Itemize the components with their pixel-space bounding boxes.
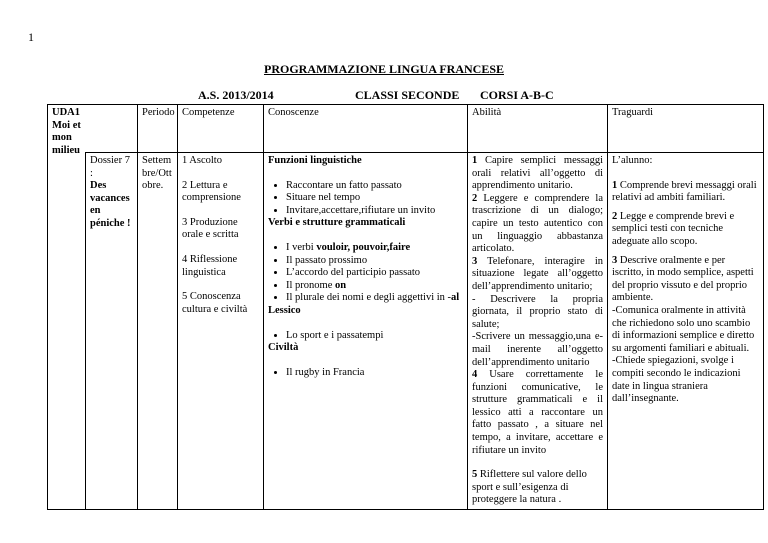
goals-intro: L’alunno: [612,155,653,166]
programme-table [47,104,764,510]
list-item: • I verbi vouloir, pouvoir,faire [286,242,463,255]
dossier-header-cell [86,105,138,153]
courses-label: CORSI A-B-C [480,88,554,102]
ability-2: 2 Leggere e comprendere la trascrizione di un dialogo; capire un testo autentico con un linguaggio abbastanza articolato. [472,192,603,255]
goal-3: 3 Descrive oralmente e per iscritto, in modo semplice, aspetti del proprio vissuto e del proprio ambiente. [612,254,754,304]
list-item: • Invitare,accettare,rifiutare un invito [286,205,463,218]
dossier-label: Dossier 7 : [90,155,130,179]
header-row [48,105,764,153]
ability-5: 5 Riflettere sul valore dello sport e sull’esigenza di proteggere la natura . [472,469,587,506]
competence-2: 2 Lettura e comprensione [182,179,241,204]
goals-header: Traguardi [608,105,764,153]
lexicon-list [268,330,463,343]
period-cell [138,153,178,510]
period-header: Periodo [138,105,178,153]
competence-4: 4 Riflessione linguistica [182,253,238,278]
abilities-cell [468,153,608,510]
verbs-title: Verbi e strutture grammaticali [268,217,406,229]
grammar-list [268,242,463,305]
goal-3c: -Chiede spiegazioni, svolge i compiti secondo le indicazioni date in lingua straniera dall’insegnante. [612,355,741,405]
civilization-title: Civiltà [268,342,299,354]
competence-3: 3 Produzione orale e scritta [182,216,239,241]
civilization-list [268,367,463,380]
goal-2: 2 Legge e comprende brevi e semplici testi con tecniche adeguate allo scopo. [612,210,735,247]
functions-title: Funzioni linguistiche [268,155,362,166]
ability-3c: -Scrivere un messaggio,una e-mail inerente all’oggetto dell’apprendimento unitario [472,331,603,368]
page-number: 1 [28,30,34,44]
goal-1: 1 Comprende brevi messaggi orali relativi ad ambiti familiari. [612,179,757,204]
uda-cell: UDA1 Moi et mon milieu [48,105,86,510]
content-row [48,153,764,510]
list-item: • Raccontare un fatto passato [286,180,463,193]
lexicon-title: Lessico [268,304,301,316]
ability-1: 1 Capire semplici messaggi orali relativi all’oggetto di apprendimento unitario. [472,155,603,192]
competence-5: 5 Conoscenza cultura e civiltà [182,291,248,315]
classes-label: CLASSI SECONDE [355,88,460,102]
knowledge-header: Conoscenze [264,105,468,153]
functions-list [268,180,463,218]
list-item: • L’accordo del participio passato [286,267,463,280]
list-item: • Situare nel tempo [286,192,463,205]
ability-4: 4 Usare correttamente le funzioni comunicative, le strutture grammaticali e il lessico atti a raccontare un fatto passato , a situare nel tempo, a invitare, accettare e rifiutare un invito [472,369,604,456]
document-title: PROGRAMMAZIONE LINGUA FRANCESE [263,62,504,76]
competence-1: 1 Ascolto [182,155,222,166]
list-item: • Lo sport e i passatempi [286,330,463,343]
period-value: Settembre/Ottobre. [142,155,172,192]
list-item: • Il plurale dei nomi e degli aggettivi in -al [286,292,463,305]
list-item: • Il rugby in Francia [286,367,463,380]
list-item: • Il passato prossimo [286,255,463,268]
competences-header: Competenze [178,105,264,153]
dossier-cell [86,153,138,510]
dossier-title: Des vacances en péniche ! [90,180,131,229]
ability-3b: - Descrivere la propria giornata, il proprio stato di salute; [472,293,603,330]
school-year: A.S. 2013/2014 [198,88,274,102]
knowledge-cell [264,153,468,510]
ability-3: 3 Telefonare, interagire in situazione legate all’oggetto dell’apprendimento unitario; [472,255,603,292]
abilities-header: Abilità [468,105,608,153]
goal-3b: -Comunica oralmente in attività che richiedono solo uno scambio di informazioni semplice e diretto su argomenti familiari e abituali. [612,304,755,354]
competences-cell [178,153,264,510]
list-item: • Il pronome on [286,280,463,293]
goals-cell [608,153,764,510]
